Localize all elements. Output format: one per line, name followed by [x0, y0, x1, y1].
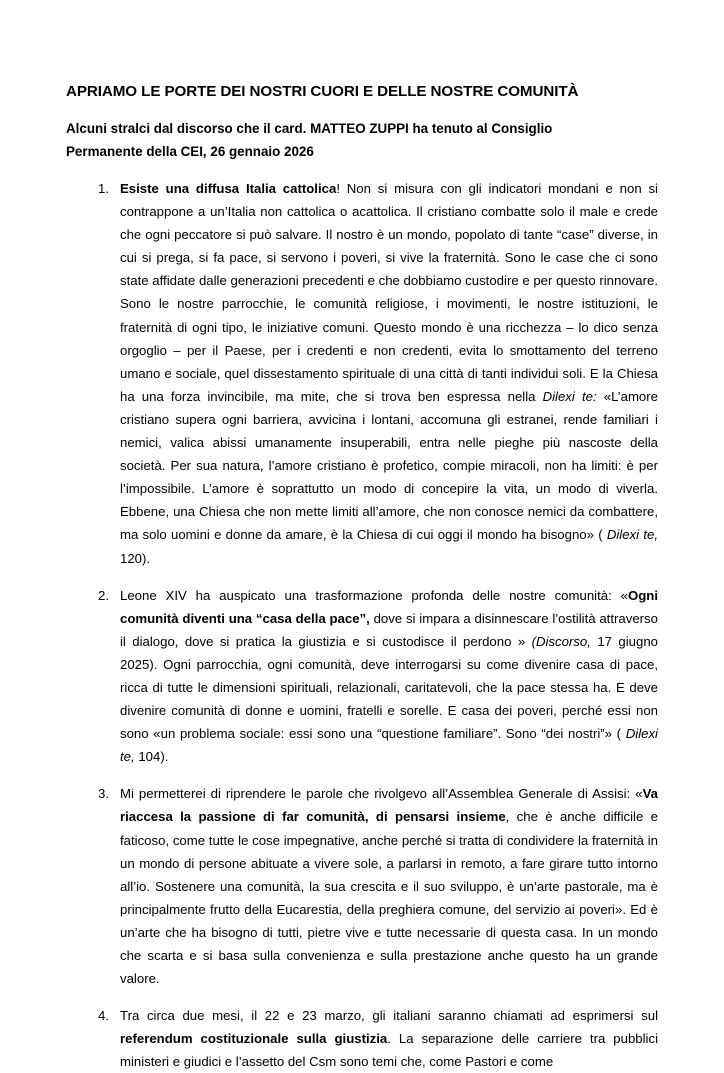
excerpt-item: [66, 1004, 658, 1073]
body-text: . La separazione delle carriere tra pubblici ministeri e giudici e l’assetto del Csm sono temi che, come Pastori e come: [120, 1031, 659, 1070]
body-text: ! Non si misura con gli indicatori mondani e non si contrappone a un’Italia non cattolica o acattolica. Il cristiano combatte solo il male e crede che ogni peccatore si può salvare. Il nostro è un mondo, popolato di tante “case” diverse, in cui si prega, si fa pace, si servono i poveri, si vive la fraternità. Sono le case che ci sono state affidate dalle generazioni precedenti e che dobbiamo custodire e per questo rinnovare. Sono le nostre parrocchie, le comunità religiose, i movimenti, le nostre istituzioni, le fraternità di ogni tipo, le iniziative comuni. Questo mondo è una ricchezza – lo dico senza orgoglio – per il Paese, per i credenti e non credenti, evita lo smottamento del terreno umano e sociale, quel dissestamento spirituale di una città di tanti individui soli. E la Chiesa ha una forza invincibile, ma mite, che si trova ben espressa nella: [120, 181, 658, 404]
body-text: Mi permetterei di riprendere le parole che rivolgevo all’Assemblea Generale di Assisi: «: [120, 786, 643, 802]
body-text: 17 giugno 2025). Ogni parrocchia, ogni comunità, deve interrogarsi su come divenire casa di pace, ricca di tutte le dimensioni spirituali, relazionali, caritatevoli, che la pace stessa ha. E deve divenire comunità di donne e uomini, fratelli e sorelle. E casa dei poveri, perché essi non sono «un problema sociale: essi sono una “questione familiare”. Sono “dei nostri”» (: [120, 633, 658, 742]
page-title: APRIAMO LE PORTE DEI NOSTRI CUORI E DELLE NOSTRE COMUNITÀ: [66, 83, 579, 100]
emphasis-bold: Va riaccesa la passione di far comunità, di pensarsi insieme: [120, 786, 658, 825]
subtitle-line-2: Permanente della CEI, 26 gennaio 2026: [66, 143, 314, 159]
citation-italic: Dilexi te,: [120, 726, 658, 765]
subtitle-line-1: Alcuni stralci dal discorso che il card. MATTEO ZUPPI ha tenuto al Consiglio: [66, 121, 553, 136]
emphasis-bold: Esiste una diffusa Italia cattolica: [120, 181, 337, 196]
citation-italic: Dilexi te,: [606, 527, 658, 543]
citation-italic: (Discorso,: [531, 633, 591, 649]
body-text: «L’amore cristiano supera ogni barriera, avvicina i lontani, accomuna gli estranei, rende familiari i nemici, valica abissi umanamente insuperabili, entra nelle pieghe più nascoste della società. Per sua natura, l’amore cristiano è profetico, compie miracoli, non ha limiti: è per l’impossibile. L’amore è soprattutto un modo di concepire la vita, un modo di viverla. Ebbene, una Chiesa che non mette limiti all’amore, che non conosce nemici da combattere, ma solo uomini e donne da amare, è la Chiesa di cui oggi il mondo ha bisogno» (: [120, 388, 658, 543]
emphasis-bold: Ogni comunità diventi una “casa della pace”,: [120, 587, 658, 626]
numbered-excerpt-list: [66, 177, 658, 1073]
body-text: 120).: [120, 550, 151, 566]
body-text: dove si impara a disinnescare l’ostilità attraverso il dialogo, dove si pratica la giustizia e si custodisce il perdono »: [120, 610, 658, 649]
excerpt-item: [66, 177, 658, 570]
excerpt-item: [66, 782, 658, 990]
body-text: , che è anche difficile e faticoso, come tutte le cose impegnative, anche perché si tratta di condividere la fraternità in un mondo di persone abituate a vivere sole, a parlarsi in remoto, a fare girare tutto intorno all’io. Sostenere una comunità, la sua crescita e il suo sviluppo, è un’arte pastorale, ma è principalmente frutto della Eucarestia, della preghiera comune, del servizio ai poveri». Ed è un’arte che ha bisogno di tutti, pietre vive e tutte necessarie di questa casa. In un mondo che scarta e si basa sulla convenienza e sulla prestazione anche questo ha un grande valore.: [120, 809, 658, 987]
body-text: 104).: [134, 749, 169, 765]
excerpt-item: [66, 584, 658, 769]
body-text: Leone XIV ha auspicato una trasformazione profonda delle nostre comunità: «: [120, 587, 628, 603]
body-text: Tra circa due mesi, il 22 e 23 marzo, gli italiani saranno chiamati ad esprimersi sul: [120, 1008, 658, 1024]
emphasis-bold: referendum costituzionale sulla giustizia: [120, 1031, 388, 1047]
document-subtitle: [66, 118, 658, 163]
citation-italic: Dilexi te:: [542, 388, 597, 404]
